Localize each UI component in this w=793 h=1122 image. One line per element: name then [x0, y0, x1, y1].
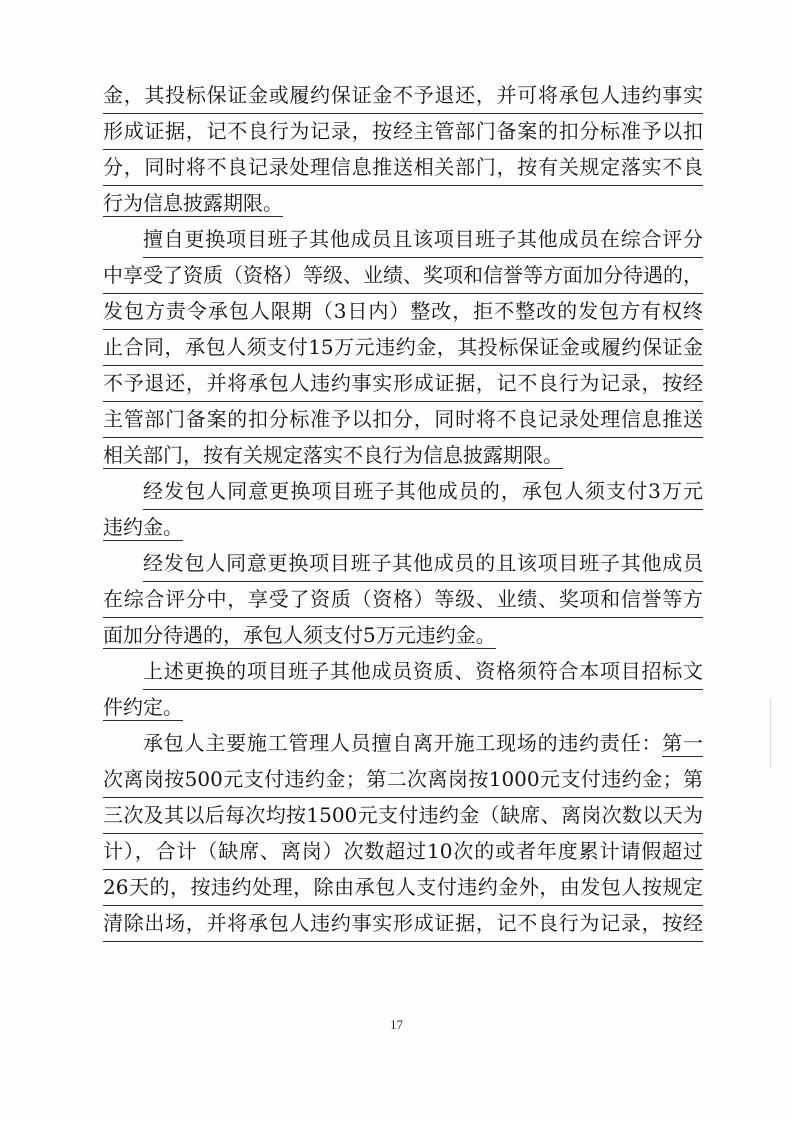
text-line: [103, 798, 703, 834]
underlined-segment: 三次及其以后每次均按1500元支付违约金（缺席、离岗次数以天为: [103, 798, 703, 834]
text-line: [103, 906, 703, 942]
text-line: [103, 150, 703, 186]
underlined-segment: 经发包人同意更换项目班子其他成员的，承包人须支付3万元: [143, 474, 703, 510]
underlined-segment: 在综合评分中，享受了资质（资格）等级、业绩、奖项和信誉等方: [103, 582, 703, 618]
underlined-segment: 不予退还，并将承包人违约事实形成证据，记不良行为记录，按经: [103, 366, 703, 402]
body-text: [103, 78, 703, 942]
text-line: [103, 366, 703, 402]
text-line: [103, 402, 703, 438]
underlined-segment: 金，其投标保证金或履约保证金不予退还，并可将承包人违约事实: [103, 78, 703, 114]
text-line: [103, 510, 703, 546]
text-line: [103, 654, 703, 690]
underlined-segment: 上述更换的项目班子其他成员资质、资格须符合本项目招标文: [143, 654, 703, 690]
underlined-segment: 形成证据，记不良行为记录，按经主管部门备案的扣分标准予以扣: [103, 114, 703, 150]
underlined-segment: 次离岗按500元支付违约金；第二次离岗按1000元支付违约金；第: [103, 762, 703, 798]
text-line: [103, 546, 703, 582]
underlined-segment: 止合同，承包人须支付15万元违约金，其投标保证金或履约保证金: [103, 330, 703, 366]
underlined-segment: 违约金。: [103, 515, 183, 539]
text-line: [103, 618, 703, 654]
underlined-segment: 26天的，按违约处理，除由承包人支付违约金外，由发包人按规定: [103, 870, 703, 906]
text-segment: 承包人主要施工管理人员擅自离开施工现场的违约责任：: [143, 731, 663, 755]
underlined-segment: 件约定。: [103, 695, 183, 719]
text-line: [103, 294, 703, 330]
underlined-segment: 擅自更换项目班子其他成员且该项目班子其他成员在综合评分: [143, 222, 703, 258]
text-line: [103, 474, 703, 510]
underlined-segment: 分，同时将不良记录处理信息推送相关部门，按有关规定落实不良: [103, 150, 703, 186]
text-line: [103, 834, 703, 870]
underlined-segment: 发包方责令承包人限期（3日内）整改，拒不整改的发包方有权终: [103, 294, 703, 330]
text-line: [103, 78, 703, 114]
underlined-segment: 中享受了资质（资格）等级、业绩、奖项和信誉等方面加分待遇的，: [103, 258, 703, 294]
text-line: [103, 762, 703, 798]
underlined-segment: 清除出场，并将承包人违约事实形成证据，记不良行为记录，按经: [103, 906, 703, 942]
underlined-segment: 计），合计（缺席、离岗）次数超过10次的或者年度累计请假超过: [103, 834, 703, 870]
page-number: 17: [390, 1017, 403, 1032]
underlined-segment: 经发包人同意更换项目班子其他成员的且该项目班子其他成员: [143, 546, 703, 582]
text-line: [103, 186, 703, 222]
underlined-segment: 相关部门，按有关规定落实不良行为信息披露期限。: [103, 443, 563, 467]
text-line: [103, 258, 703, 294]
underlined-segment: 第一: [662, 731, 704, 755]
text-line: [103, 222, 703, 258]
text-line: [103, 114, 703, 150]
underlined-segment: 行为信息披露期限。: [103, 191, 283, 215]
text-line: [103, 582, 703, 618]
text-line: [103, 330, 703, 366]
text-line: [103, 438, 703, 474]
text-line: [103, 870, 703, 906]
scan-edge-mark: [770, 698, 771, 768]
underlined-segment: 面加分待遇的，承包人须支付5万元违约金。: [103, 623, 496, 647]
underlined-segment: 主管部门备案的扣分标准予以扣分，同时将不良记录处理信息推送: [103, 402, 703, 438]
text-line: [103, 690, 703, 726]
text-line: [103, 726, 703, 762]
